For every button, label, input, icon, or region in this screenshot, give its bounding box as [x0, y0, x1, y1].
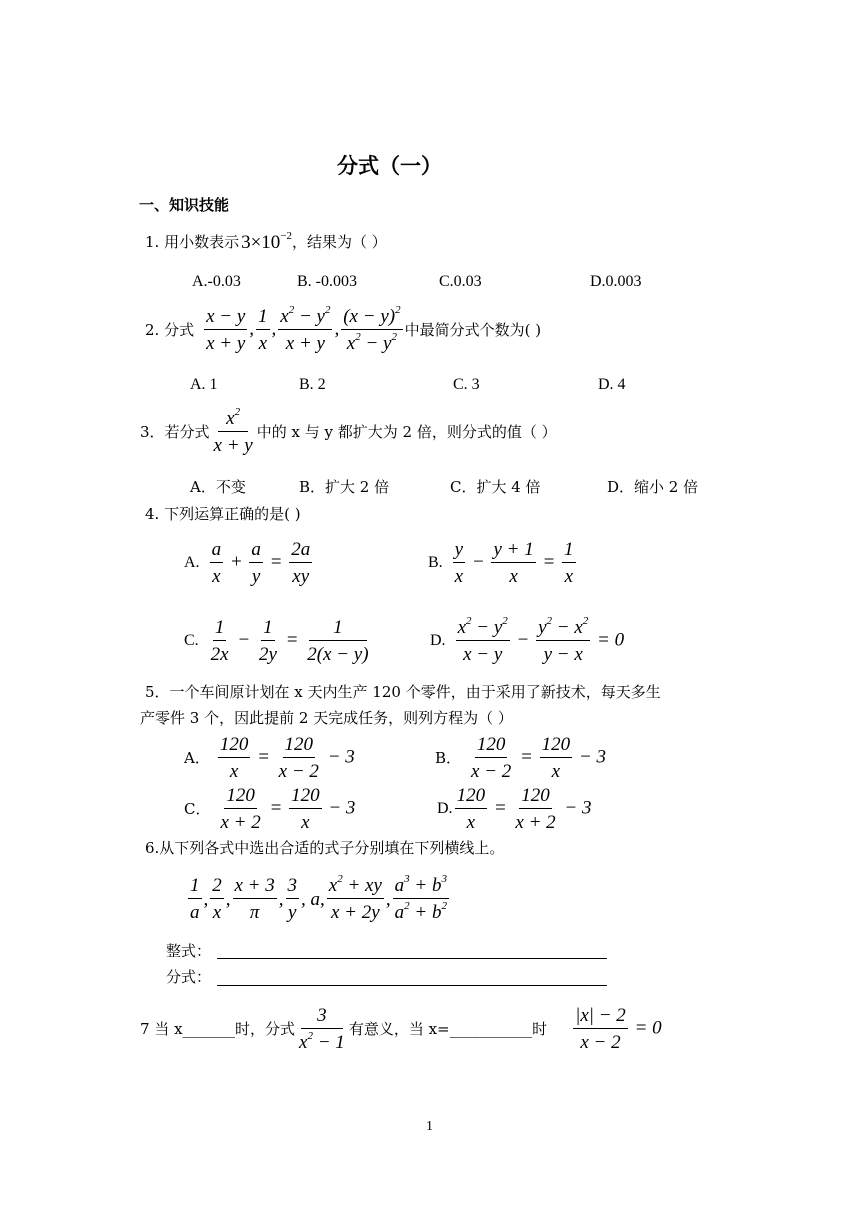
- q5-option-a: A． $\frac{120}{x}$ = $\frac{120}{x - 2}$ − 3: [184, 734, 355, 782]
- section-heading: 一、知识技能: [139, 196, 230, 214]
- q2-option-d: D. 4: [598, 376, 626, 393]
- q7-fraction-1: $\frac{3}{x^2 - 1}$: [299, 1005, 345, 1053]
- q3-prefix: 3．若分式: [140, 422, 210, 441]
- q2-option-c: C. 3: [453, 376, 480, 393]
- q5-option-b: B． $\frac{120}{x - 2}$ = $\frac{120}{x}$ − 3: [435, 734, 606, 782]
- q1-suffix: ，结果为（ ）: [292, 233, 387, 251]
- q2-option-a: A. 1: [190, 376, 218, 393]
- q1-prefix: 1. 用小数表示: [145, 233, 240, 251]
- q3-option-c: C．扩大 4 倍: [450, 478, 541, 496]
- q2-fractions: $\frac{x - y}{x + y}$ , $\frac{1}{x}$ , $\frac{x^2 - y^2}{x + y}$ , $\frac{(x - y)^2}{x^2 - y^2}$: [206, 304, 401, 354]
- question-6-stem: 6.从下列各式中选出合适的式子分别填在下列横线上。: [145, 839, 505, 857]
- q4-option-b: B. $\frac{y}{x}$ − $\frac{y + 1}{x}$ = $\frac{1}{x}$: [428, 539, 574, 587]
- q5-option-d: D. $\frac{120}{x}$ = $\frac{120}{x + 2}$ − 3: [437, 785, 592, 833]
- q3-option-d: D．缩小 2 倍: [607, 478, 699, 496]
- q7-part-1: 7 当 x_______时，分式: [140, 1019, 296, 1038]
- q4-option-a: A. $\frac{a}{x}$ + $\frac{a}{y}$ = $\frac{2a}{xy}$: [184, 539, 311, 587]
- q2-prefix: 2. 分式: [145, 320, 195, 339]
- page-title: 分式（一）: [337, 154, 442, 178]
- q3-suffix: 中的 x 与 y 都扩大为 2 倍，则分式的值（ ）: [256, 422, 557, 441]
- question-4-stem: 4. 下列运算正确的是( ): [145, 505, 301, 523]
- q5-option-c: C． $\frac{120}{x + 2}$ = $\frac{120}{x}$ − 3: [184, 785, 356, 833]
- q1-option-d: D.0.003: [590, 273, 642, 290]
- question-2: [145, 304, 542, 354]
- q7-fraction-2: $\frac{|x| - 2}{x - 2}$ = 0: [575, 1005, 662, 1053]
- q6-zhengshi-label: 整式：: [166, 942, 212, 960]
- q1-option-a: A.-0.03: [192, 273, 241, 290]
- q4-option-c: C. $\frac{1}{2x}$ − $\frac{1}{2y}$ = $\frac{1}{2(x - y)}$: [184, 617, 369, 665]
- question-1: [145, 230, 387, 253]
- question-3: [140, 406, 557, 456]
- question-5-line-1: 5．一个车间原计划在 x 天内生产 120 个零件，由于采用了新技术，每天多生: [145, 683, 661, 701]
- q7-part-2: 有意义，当 x=___________时: [348, 1019, 548, 1038]
- q3-option-b: B．扩大 2 倍: [299, 478, 390, 496]
- q6-fenshi-answer-line[interactable]: [217, 985, 607, 986]
- q6-expressions: $\frac{1}{a}$ , $\frac{2}{x}$ , $\frac{x + 3}{\pi}$ , $\frac{3}{y}$ , a, $\frac{x^2 + xy}{x + 2y}$ , $\frac{a^3 + b^3}{a^2 + b^2}$: [190, 873, 447, 923]
- question-5-line-2: 产零件 3 个，因此提前 2 天完成任务，则列方程为（ ）: [140, 709, 513, 727]
- page-number: 1: [426, 1119, 433, 1134]
- q3-fraction: $\frac{x^2}{x + y}$: [213, 406, 253, 456]
- q2-suffix: 中最简分式个数为( ): [404, 320, 542, 339]
- q1-option-b: B. -0.003: [297, 273, 357, 290]
- q3-option-a: A．不变: [190, 478, 246, 496]
- q1-expression: $3\times 10^{-2}$: [241, 230, 293, 253]
- q4-option-d: D. $\frac{x^2 - y^2}{x - y}$ − $\frac{y^2 - x^2}{y - x}$ = 0: [430, 615, 625, 665]
- q6-fenshi-label: 分式：: [166, 968, 212, 986]
- q1-option-c: C.0.03: [439, 273, 482, 290]
- question-7: [140, 1006, 662, 1052]
- q2-option-b: B. 2: [299, 376, 326, 393]
- q6-zhengshi-answer-line[interactable]: [217, 958, 607, 959]
